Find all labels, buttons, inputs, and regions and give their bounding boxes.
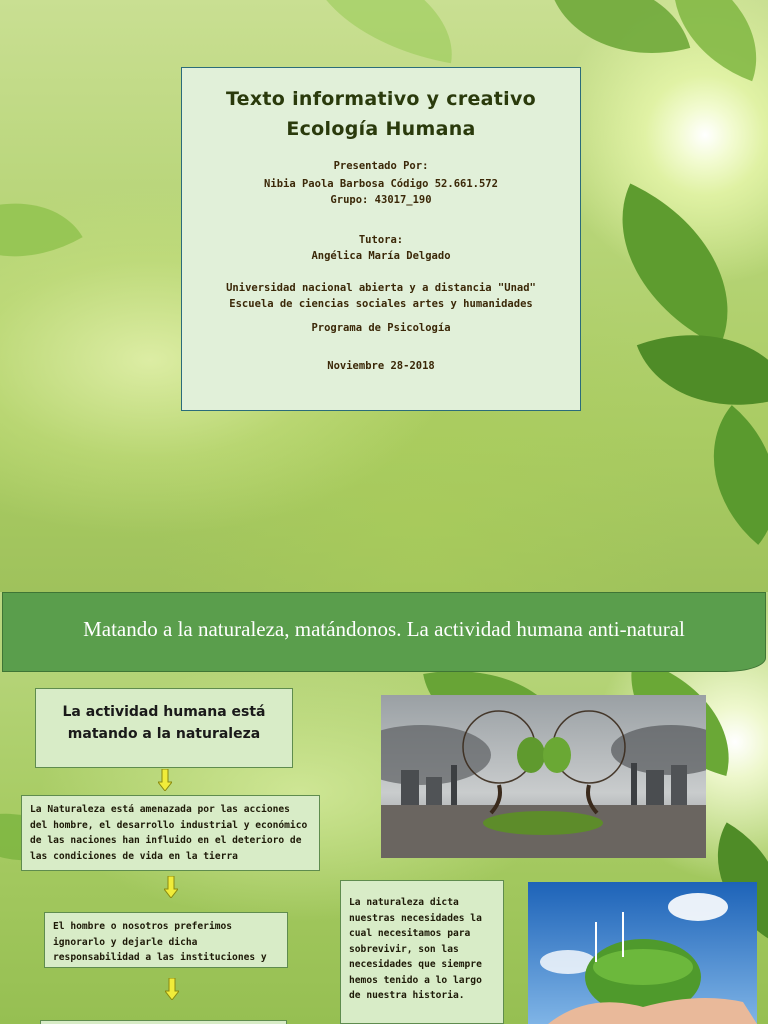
content-slide: [0, 592, 768, 1024]
earth-in-hand-photo: [528, 882, 757, 1024]
leaf-decoration: [584, 183, 766, 346]
trees-and-factories-image: [381, 695, 706, 858]
main-concept-box: La actividad humana está matando a la naturaleza: [35, 688, 293, 768]
title-line-2: Ecología Humana: [286, 118, 476, 140]
responsibility-box: El hombre o nosotros preferimos ignorarlo y dejarle dicha responsabilidad a las instituciones y: [44, 912, 288, 968]
trees-factories-photo: [381, 695, 706, 858]
title-card: [181, 67, 581, 411]
tutor-label: Tutora:: [358, 234, 404, 246]
threat-box: La Naturaleza está amenazada por las acciones del hombre, el desarrollo industrial y económico de las naciones han influido en el deterioro de las condiciones de vida en la tierra: [21, 795, 320, 871]
down-arrow-icon: [165, 978, 179, 1000]
program: Programa de Psicología: [311, 322, 451, 334]
leaf-decoration: [674, 405, 768, 545]
down-arrow-icon: [164, 876, 178, 898]
date: Noviembre 28-2018: [327, 360, 435, 372]
down-arrow-icon: [158, 769, 172, 791]
title-line-1: Texto informativo y creativo: [225, 88, 537, 110]
leaf-decoration: [293, 0, 466, 63]
needs-box: La naturaleza dicta nuestras necesidades la cual necesitamos para sobrevivir, son las necesidades que siempre hemos tenido a lo largo de nuestra historia.: [340, 880, 504, 1024]
banner-title: Matando a la naturaleza, matándonos. La actividad humana anti-natural: [83, 617, 685, 641]
leaf-decoration: [0, 168, 83, 292]
school: Escuela de ciencias sociales artes y humanidades: [229, 298, 533, 310]
group: Grupo: 43017_190: [330, 194, 432, 206]
earth-in-hand-image: [528, 882, 757, 1024]
author: Nibia Paola Barbosa Código 52.661.572: [264, 178, 498, 190]
tutor-name: Angélica María Delgado: [311, 250, 451, 262]
university: Universidad nacional abierta y a distancia "Unad": [226, 282, 536, 294]
slide-banner: [2, 592, 766, 672]
presented-label: Presentado Por:: [333, 160, 429, 172]
next-box: [40, 1020, 287, 1024]
